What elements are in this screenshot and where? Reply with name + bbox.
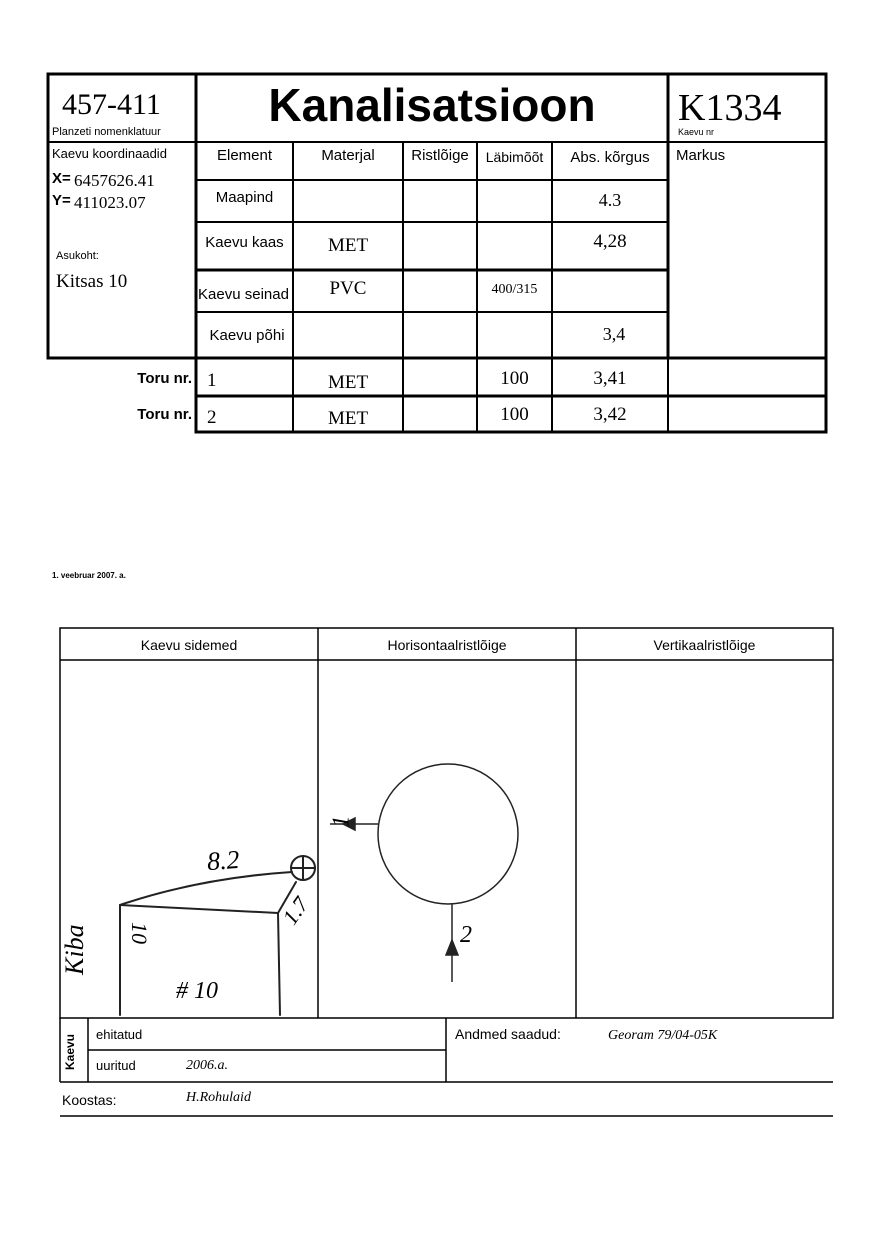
row-element: Maapind — [215, 189, 274, 206]
pipe-number: 2 — [207, 407, 217, 428]
well-id-label: Kaevu nr — [678, 127, 715, 137]
sketch-arrow-label: 2 — [460, 922, 472, 948]
footer-side-label: Kaevu — [63, 1033, 77, 1070]
row-material: MET — [327, 235, 369, 256]
col-header-cross-section: Ristlõige — [411, 147, 469, 164]
well-id: K1334 — [678, 87, 782, 129]
row-element: Kaevu seinad — [198, 286, 289, 303]
pipe-label: Toru nr. — [137, 406, 192, 423]
sketch-arrow-label: 1 — [328, 815, 355, 828]
x-value: 6457626.41 — [74, 171, 155, 190]
location-value: Kitsas 10 — [56, 271, 128, 292]
author-value: H.Rohulaid — [186, 1090, 251, 1105]
data-source-value: Georam 79/04-05K — [608, 1028, 718, 1043]
page-title: Kanalisatsioon — [268, 79, 596, 131]
pipe-number: 1 — [207, 370, 217, 391]
coords-label: Kaevu koordinaadid — [52, 146, 167, 161]
row-elevation: 4,28 — [593, 231, 627, 252]
col-header-diameter: Läbimõõt — [485, 149, 544, 165]
pipe-elevation: 3,42 — [593, 404, 627, 425]
pipe-diameter: 100 — [500, 368, 529, 389]
x-label: X= — [52, 170, 71, 187]
row-elevation: 3,4 — [602, 324, 626, 344]
col-header-material: Materjal — [321, 147, 375, 164]
pipe-elevation: 3,41 — [593, 368, 627, 389]
nomenclature-label: Planzeti nomenklatuur — [52, 126, 161, 138]
sketch-col-connections: Kaevu sidemed — [140, 637, 238, 653]
col-header-elevation: Abs. kõrgus — [570, 149, 650, 166]
sketch-label-distance: 10 — [127, 922, 152, 944]
y-label: Y= — [52, 192, 71, 209]
col-header-element: Element — [216, 147, 273, 164]
row-diameter: 400/315 — [491, 282, 538, 297]
pipe-label: Toru nr. — [137, 370, 192, 387]
pipe-material: MET — [327, 372, 369, 393]
col-header-note: Markus — [676, 147, 726, 164]
nomenclature-value: 457-411 — [62, 88, 161, 121]
document-date: 1. veebruar 2007. a. — [52, 571, 126, 580]
sketch-label-street: Kiba — [60, 924, 89, 975]
location-label: Asukoht: — [56, 250, 99, 262]
row-element: Kaevu kaas — [205, 234, 284, 251]
built-label: ehitatud — [96, 1027, 143, 1042]
row-material: PVC — [329, 278, 367, 299]
pipe-material: MET — [327, 408, 369, 429]
surveyed-value: 2006.a. — [186, 1058, 228, 1073]
sketch-col-horizontal: Horisontaalristlõige — [387, 637, 507, 653]
sketch-label-building: # 10 — [176, 978, 218, 1004]
row-elevation: 4.3 — [598, 190, 622, 210]
sketch-label-distance: 8.2 — [205, 844, 241, 877]
surveyed-label: uuritud — [96, 1058, 136, 1073]
author-label: Koostas: — [62, 1092, 117, 1108]
sketch-col-vertical: Vertikaalristlõige — [653, 637, 756, 653]
data-source-label: Andmed saadud: — [455, 1026, 561, 1042]
pipe-diameter: 100 — [500, 404, 529, 425]
row-element: Kaevu põhi — [209, 327, 285, 344]
y-value: 411023.07 — [74, 193, 146, 212]
sketch-label-distance: 1.7 — [277, 892, 314, 930]
horizontal-section-drawing — [330, 764, 518, 982]
